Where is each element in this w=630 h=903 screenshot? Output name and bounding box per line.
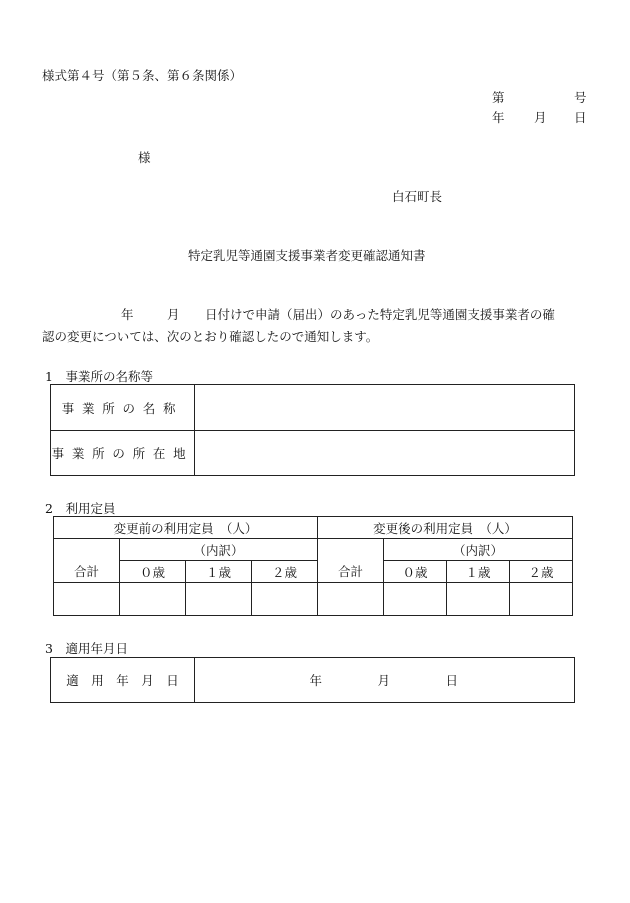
effective-month: 月: [377, 673, 391, 688]
body-year: 年: [121, 307, 134, 322]
facility-name-value[interactable]: [195, 385, 575, 431]
value-before-age0[interactable]: [120, 583, 186, 616]
effective-date-table: [50, 657, 575, 703]
facility-table: [50, 384, 575, 476]
document-title: 特定乳児等通園支援事業者変更確認通知書: [188, 248, 426, 263]
number-dai: 第: [492, 90, 505, 105]
section3-heading: 3 適用年月日: [45, 641, 128, 656]
col-before-age1: １歳: [186, 561, 252, 583]
effective-day: 日: [445, 673, 459, 688]
col-after-total: 合計: [318, 561, 384, 583]
capacity-after-header: 変更後の利用定員 （人）: [318, 517, 573, 539]
value-before-total[interactable]: [54, 583, 120, 616]
col-before-age0: ０歳: [120, 561, 186, 583]
value-before-age1[interactable]: [186, 583, 252, 616]
facility-address-label: 事業所の所在地: [51, 431, 195, 476]
number-go: 号: [574, 90, 587, 105]
effective-year: 年: [309, 673, 323, 688]
addressee-honorific: 様: [138, 150, 151, 165]
value-before-age2[interactable]: [252, 583, 318, 616]
value-after-total[interactable]: [318, 583, 384, 616]
facility-name-label: 事業所の名称: [51, 385, 195, 431]
effective-date-label: 適 用 年 月 日: [51, 658, 195, 703]
value-after-age2[interactable]: [510, 583, 573, 616]
col-before-total: 合計: [54, 561, 120, 583]
capacity-after-blank: [318, 539, 384, 561]
issue-date-day: 日: [574, 110, 587, 125]
capacity-after-breakdown: （内訳）: [384, 539, 573, 561]
col-after-age2: ２歳: [510, 561, 573, 583]
section2-heading: 2 利用定員: [45, 501, 116, 516]
col-after-age1: １歳: [447, 561, 510, 583]
value-after-age0[interactable]: [384, 583, 447, 616]
value-after-age1[interactable]: [447, 583, 510, 616]
body-text-line1: 日付けで申請（届出）のあった特定乳児等通園支援事業者の確: [205, 307, 555, 322]
issue-date-month: 月: [534, 110, 547, 125]
capacity-table: [53, 516, 573, 616]
section1-heading: 1 事業所の名称等: [45, 369, 153, 384]
capacity-before-breakdown: （内訳）: [120, 539, 318, 561]
form-number: 様式第４号（第５条、第６条関係）: [42, 68, 243, 83]
capacity-before-blank: [54, 539, 120, 561]
col-before-age2: ２歳: [252, 561, 318, 583]
col-after-age0: ０歳: [384, 561, 447, 583]
effective-date-value[interactable]: [195, 658, 575, 703]
sender-name: 白石町長: [392, 189, 443, 204]
capacity-before-header: 変更前の利用定員 （人）: [54, 517, 318, 539]
facility-address-value[interactable]: [195, 431, 575, 476]
body-month: 月: [167, 307, 180, 322]
body-text-line2: 認の変更については、次のとおり確認したので通知します。: [42, 329, 379, 344]
issue-date-year: 年: [492, 110, 505, 125]
